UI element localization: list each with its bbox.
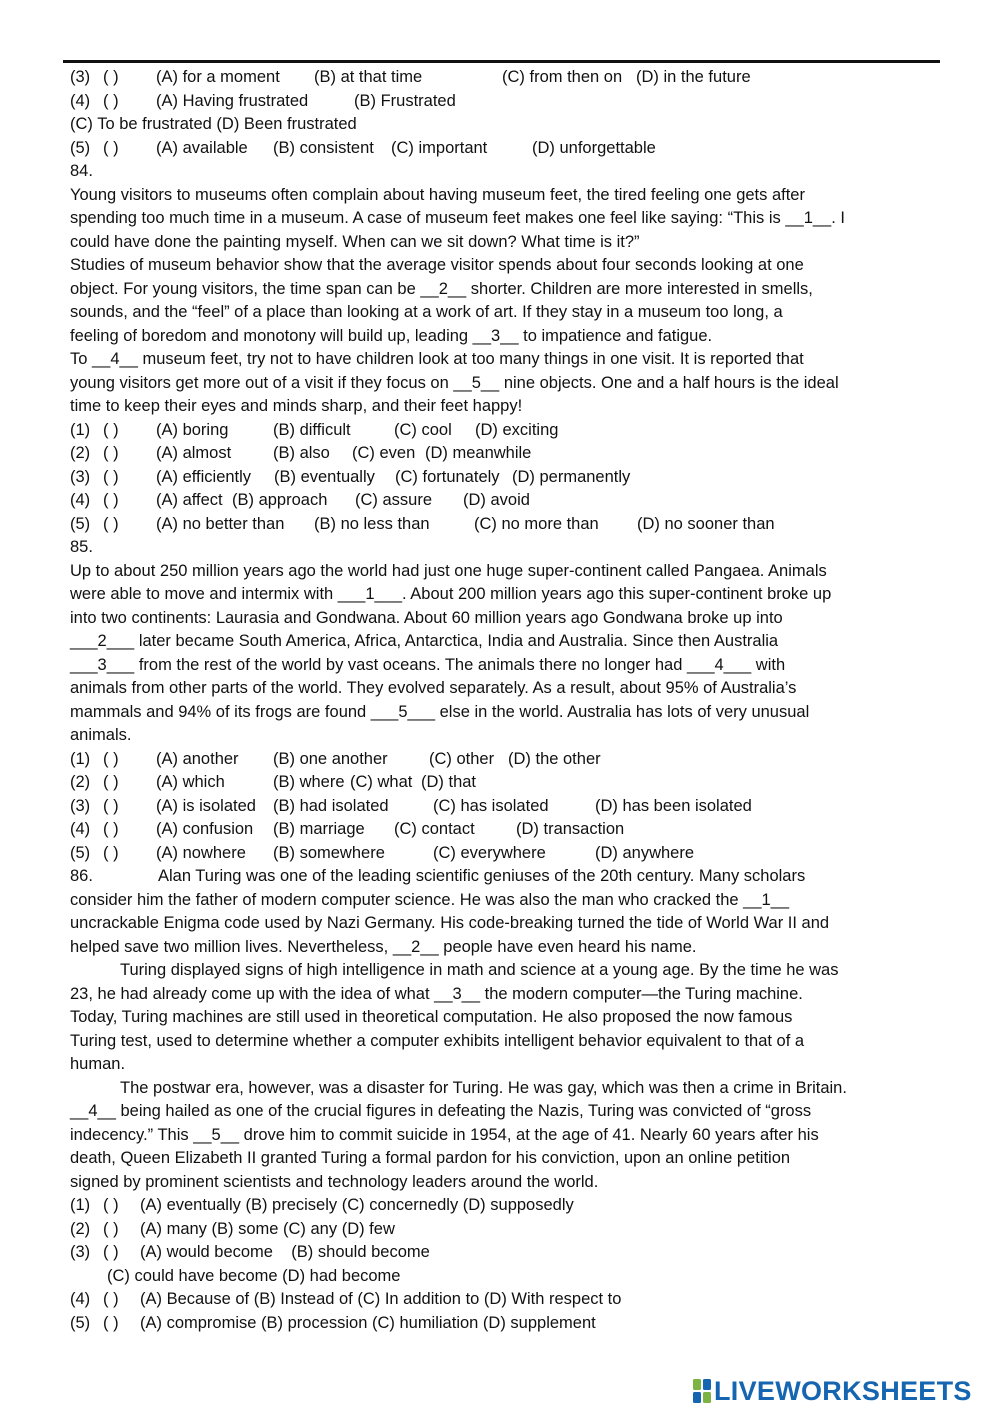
option-d: (D) anywhere xyxy=(595,843,695,862)
q85-questions xyxy=(70,748,940,866)
option-c: (C) everywhere xyxy=(433,843,546,862)
question-row xyxy=(70,466,940,490)
question-number: (5) xyxy=(70,1313,91,1332)
q83-question-5 xyxy=(70,137,940,161)
option-b: (B) eventually xyxy=(274,467,375,486)
option-b: (B) also xyxy=(273,444,330,462)
answer-blank[interactable]: ( ) xyxy=(103,773,119,791)
option-d: (D) that xyxy=(421,773,477,791)
passage-line: into two continents: Laurasia and Gondwana. About 60 million years ago Gondwana broke up into xyxy=(70,608,783,627)
passage-line: human. xyxy=(70,1055,126,1073)
option-d: (D) the other xyxy=(508,749,601,768)
passage-line: Turing displayed signs of high intelligence in math and science at a young age. By the time he was xyxy=(120,961,839,979)
answer-blank[interactable]: ( ) xyxy=(103,491,119,509)
answer-blank[interactable]: ( ) xyxy=(103,1219,119,1238)
passage-line: ___3___ from the rest of the world by vast oceans. The animals there no longer had ___4___ with xyxy=(70,655,786,674)
question-number: (5) xyxy=(70,514,91,533)
answer-blank[interactable]: ( ) xyxy=(103,749,119,768)
option-a: (A) which xyxy=(156,773,225,791)
question-row xyxy=(70,818,940,842)
passage-line: time to keep their eyes and minds sharp, and their feet happy! xyxy=(70,397,523,415)
option-a: (A) nowhere xyxy=(156,843,246,862)
passage-line: could have done the painting myself. When can we sit down? What time is it?” xyxy=(70,232,640,251)
question-row xyxy=(70,419,940,443)
option-a: (A) boring xyxy=(156,420,229,439)
options-text: (A) Because of (B) Instead of (C) In addition to (D) With respect to xyxy=(140,1290,622,1308)
option-c: (C) what xyxy=(350,773,413,791)
passage-line: 23, he had already come up with the idea of what __3__ the modern computer—the Turing machine. xyxy=(70,984,803,1003)
option-b: (B) at that time xyxy=(314,68,423,86)
passage-line: Studies of museum behavior show that the average visitor spends about four seconds looking at one xyxy=(70,256,804,274)
passage-line: __4__ being hailed as one of the crucial figures in defeating the Nazis, Turing was convicted of “gross xyxy=(70,1102,812,1120)
option-b: (B) one another xyxy=(273,749,388,768)
top-rule xyxy=(63,60,940,63)
logo-text: LIVEWORKSHEETS xyxy=(714,1376,972,1406)
question-row xyxy=(70,513,940,537)
question-number: (5) xyxy=(70,138,91,157)
question-number: (2) xyxy=(70,773,91,791)
option-d: (D) avoid xyxy=(463,491,530,509)
option-b: (B) Frustrated xyxy=(354,91,456,110)
option-a: (A) is isolated xyxy=(156,796,256,815)
passage-line: consider him the father of modern computer science. He was also the man who cracked the __1__ xyxy=(70,890,790,909)
q84-passage xyxy=(70,184,940,419)
options-text: (A) eventually (B) precisely (C) concernedly (D) supposedly xyxy=(140,1196,574,1214)
passage-line: Up to about 250 million years ago the world had just one huge super-continent called Pangaea. Animals xyxy=(70,561,827,580)
passage-line: spending too much time in a museum. A case of museum feet makes one feel like saying: “This is __1__. I xyxy=(70,209,845,227)
passage-line: Young visitors to museums often complain about having museum feet, the tired feeling one gets after xyxy=(70,185,805,204)
question-row xyxy=(70,1218,940,1242)
passage-line: The postwar era, however, was a disaster for Turing. He was gay, which was then a crime in Britain. xyxy=(120,1078,847,1097)
answer-blank[interactable]: ( ) xyxy=(103,1290,119,1308)
answer-blank[interactable]: ( ) xyxy=(103,68,119,86)
answer-blank[interactable]: ( ) xyxy=(103,444,119,462)
question-number: (2) xyxy=(70,1219,91,1238)
answer-blank[interactable]: ( ) xyxy=(103,820,119,838)
option-d: (D) unforgettable xyxy=(532,138,656,157)
question-number: (1) xyxy=(70,1196,91,1214)
q83-question-4 xyxy=(70,90,940,114)
q86-questions xyxy=(70,1194,940,1335)
q85-passage xyxy=(70,560,940,748)
option-c: (C) from then on xyxy=(502,68,623,86)
question-row xyxy=(70,842,940,866)
q86-passage xyxy=(70,889,940,1195)
liveworksheets-logo xyxy=(693,1377,972,1405)
passage-line: signed by prominent scientists and technology leaders around the world. xyxy=(70,1172,599,1191)
q83-question-3 xyxy=(70,66,940,90)
passage-line: ___2___ later became South America, Africa, Antarctica, India and Australia. Since then Australia xyxy=(70,632,779,650)
options-text: (A) would become (B) should become xyxy=(140,1243,430,1261)
passage-line: death, Queen Elizabeth II granted Turing a formal pardon for his conviction, upon an online petition xyxy=(70,1149,791,1167)
question-number: (3) xyxy=(70,796,91,815)
option-b: (B) approach xyxy=(232,491,328,509)
option-a: (A) affect xyxy=(156,491,223,509)
question-number: (5) xyxy=(70,843,91,862)
question-number: (3) xyxy=(70,467,91,486)
q84-number: 84. xyxy=(70,162,93,180)
option-c: (C) cool xyxy=(394,420,452,439)
question-number: (4) xyxy=(70,491,91,509)
question-number: (4) xyxy=(70,91,91,110)
option-c: (C) important xyxy=(391,138,488,157)
option-b: (B) no less than xyxy=(314,514,430,533)
question-row xyxy=(70,1312,940,1336)
option-d: (D) meanwhile xyxy=(425,444,532,462)
question-number: (1) xyxy=(70,749,91,768)
answer-blank[interactable]: ( ) xyxy=(103,1196,119,1214)
option-c: (C) has isolated xyxy=(433,796,549,815)
answer-blank[interactable]: ( ) xyxy=(103,514,119,533)
passage-line: sounds, and the “feel” of a place than looking at a work of art. If they stay in a museum too long, a xyxy=(70,303,783,321)
answer-blank[interactable]: ( ) xyxy=(103,796,119,815)
option-a: (A) confusion xyxy=(156,820,254,838)
question-row xyxy=(70,771,940,795)
option-a: (A) no better than xyxy=(156,514,285,533)
option-c: (C) other xyxy=(429,749,495,768)
question-number: (4) xyxy=(70,1290,91,1308)
question-row xyxy=(70,489,940,513)
passage-line: were able to move and intermix with ___1___. About 200 million years ago this super-continent broke up xyxy=(70,585,832,603)
option-c: (C) no more than xyxy=(474,514,599,533)
option-c: (C) assure xyxy=(355,491,433,509)
passage-line: To __4__ museum feet, try not to have children look at too many things in one visit. It is reported that xyxy=(70,350,804,368)
question-row xyxy=(70,1194,940,1218)
answer-blank[interactable]: ( ) xyxy=(103,1313,119,1332)
passage-line: Alan Turing was one of the leading scientific geniuses of the 20th century. Many scholars xyxy=(158,867,806,885)
liveworksheets-logo-icon xyxy=(693,1379,711,1403)
q83-question-4-options-cont: (C) To be frustrated (D) Been frustrated xyxy=(70,115,357,133)
answer-blank[interactable]: ( ) xyxy=(103,843,119,862)
passage-line: indecency.” This __5__ drove him to commit suicide in 1954, at the age of 41. Nearly 60 years after his xyxy=(70,1125,819,1144)
question-row xyxy=(70,1241,940,1265)
option-c: (C) contact xyxy=(394,820,475,838)
answer-blank[interactable]: ( ) xyxy=(103,91,119,110)
passage-line: animals from other parts of the world. They evolved separately. As a result, about 95% of Australia’s xyxy=(70,679,797,697)
option-d: (D) no sooner than xyxy=(637,514,775,533)
answer-blank[interactable]: ( ) xyxy=(103,420,119,439)
answer-blank[interactable]: ( ) xyxy=(103,1243,119,1261)
passage-line: Turing test, used to determine whether a computer exhibits intelligent behavior equivalent to that of a xyxy=(70,1031,805,1050)
q85-number: 85. xyxy=(70,538,93,556)
question-number: (1) xyxy=(70,420,91,439)
question-row xyxy=(70,795,940,819)
option-a: (A) for a moment xyxy=(156,68,280,86)
option-b: (B) consistent xyxy=(273,138,374,157)
option-b: (B) marriage xyxy=(273,820,365,838)
question-row xyxy=(70,1288,940,1312)
question-number: (3) xyxy=(70,68,91,86)
option-d: (D) transaction xyxy=(516,820,625,838)
passage-line: animals. xyxy=(70,726,132,744)
worksheet-content xyxy=(70,66,940,1335)
option-a: (A) almost xyxy=(156,444,232,462)
option-a: (A) Having frustrated xyxy=(156,91,309,110)
options-text: (A) compromise (B) procession (C) humiliation (D) supplement xyxy=(140,1313,596,1332)
question-row xyxy=(70,442,940,466)
answer-blank[interactable]: ( ) xyxy=(103,467,119,486)
answer-blank[interactable]: ( ) xyxy=(103,138,119,157)
option-d: (D) in the future xyxy=(636,68,751,86)
option-c: (C) fortunately xyxy=(395,467,500,486)
option-d: (D) exciting xyxy=(475,420,559,439)
q84-questions xyxy=(70,419,940,537)
passage-line: object. For young visitors, the time span can be __2__ shorter. Children are more interested in smells, xyxy=(70,279,813,298)
passage-line: young visitors get more out of a visit if they focus on __5__ nine objects. One and a half hours is the ideal xyxy=(70,373,839,392)
options-text: (A) many (B) some (C) any (D) few xyxy=(140,1219,395,1238)
option-a: (A) efficiently xyxy=(156,467,252,486)
option-b: (B) had isolated xyxy=(273,796,389,815)
passage-line: mammals and 94% of its frogs are found ___5___ else in the world. Australia has lots of very unusual xyxy=(70,702,810,721)
option-a: (A) available xyxy=(156,138,248,157)
passage-line: uncrackable Enigma code used by Nazi Germany. His code-breaking turned the tide of World War II and xyxy=(70,914,830,932)
q86-number: 86. xyxy=(70,867,93,885)
options-text-cont: (C) could have become (D) had become xyxy=(107,1266,401,1285)
question-number: (2) xyxy=(70,444,91,462)
option-a: (A) another xyxy=(156,749,239,768)
option-d: (D) permanently xyxy=(512,467,631,486)
option-b: (B) where xyxy=(273,773,345,791)
passage-line: helped save two million lives. Nevertheless, __2__ people have even heard his name. xyxy=(70,937,697,956)
question-number: (3) xyxy=(70,1243,91,1261)
question-row xyxy=(70,748,940,772)
passage-line: feeling of boredom and monotony will build up, leading __3__ to impatience and fatigue. xyxy=(70,326,713,345)
q86-first-line xyxy=(70,865,940,889)
option-d: (D) has been isolated xyxy=(595,796,752,815)
question-number: (4) xyxy=(70,820,91,838)
option-b: (B) difficult xyxy=(273,420,351,439)
option-b: (B) somewhere xyxy=(273,843,385,862)
option-c: (C) even xyxy=(352,444,416,462)
passage-line: Today, Turing machines are still used in theoretical computation. He also proposed the now famous xyxy=(70,1008,793,1026)
